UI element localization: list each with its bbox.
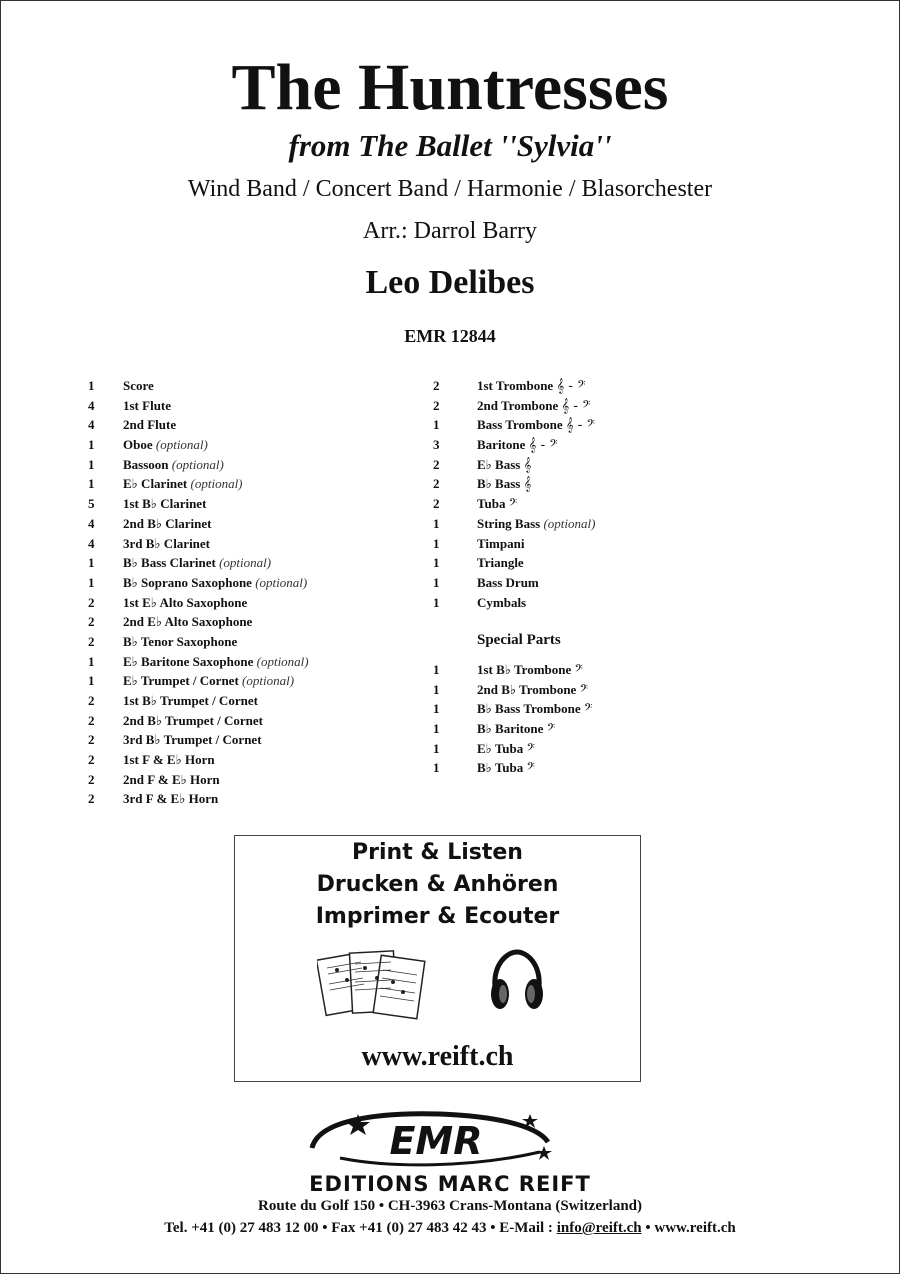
part-row xyxy=(433,376,733,396)
part-row xyxy=(88,474,428,494)
part-name-wrap xyxy=(123,534,210,554)
website-link[interactable]: www.reift.ch xyxy=(361,1041,514,1072)
sheet-music-icon xyxy=(317,944,427,1029)
part-name-wrap xyxy=(123,376,154,396)
catalog-number: EMR 12844 xyxy=(404,326,496,346)
part-quantity: 2 xyxy=(433,456,440,472)
part-quantity: 2 xyxy=(88,752,95,768)
part-quantity: 1 xyxy=(88,456,95,472)
part-quantity: 1 xyxy=(433,740,440,756)
part-quantity: 1 xyxy=(433,515,440,531)
part-row xyxy=(88,593,428,613)
part-row xyxy=(433,415,733,435)
part-name-wrap xyxy=(123,671,294,691)
part-name: 1st B♭ Clarinet xyxy=(123,496,207,512)
part-name-wrap xyxy=(123,612,252,632)
part-quantity: 2 xyxy=(88,614,95,630)
arranger: Arr.: Darrol Barry xyxy=(363,218,537,244)
part-name: Bassoon xyxy=(123,456,169,472)
part-row xyxy=(433,739,733,759)
part-name-wrap xyxy=(123,711,263,731)
part-name-wrap xyxy=(477,758,535,779)
ensemble-line: Wind Band / Concert Band / Harmonie / Blasorchester xyxy=(187,176,713,202)
part-quantity: 1 xyxy=(433,662,440,677)
optional-note: (optional) xyxy=(256,653,309,669)
part-quantity: 1 xyxy=(88,378,95,393)
clef-icon: 𝄞 xyxy=(523,457,532,473)
special-parts-list xyxy=(433,660,733,778)
part-row xyxy=(433,396,733,416)
part-quantity: 2 xyxy=(88,732,95,748)
part-quantity: 1 xyxy=(88,574,95,590)
part-row xyxy=(433,494,733,514)
part-row xyxy=(433,719,733,739)
part-name-wrap xyxy=(477,739,535,760)
part-name-wrap xyxy=(477,719,555,740)
email-link[interactable]: info@reift.ch xyxy=(556,1220,642,1236)
clef-icon: 𝄢 xyxy=(579,682,588,698)
part-name: 2nd Flute xyxy=(123,417,177,433)
part-name: 3rd B♭ Clarinet xyxy=(123,535,211,551)
part-row xyxy=(88,396,428,416)
part-name: B♭ Bass Trombone xyxy=(477,701,581,717)
part-quantity: 2 xyxy=(433,476,440,492)
part-quantity: 1 xyxy=(433,574,440,590)
part-quantity: 2 xyxy=(88,594,95,610)
optional-note: (optional) xyxy=(190,476,243,492)
part-row xyxy=(433,660,733,680)
part-quantity: 2 xyxy=(88,712,95,728)
contact-phone-fax: Tel. +41 (0) 27 483 12 00 • Fax +41 (0) 27 483 42 43 • E-Mail : xyxy=(164,1220,557,1236)
part-quantity: 2 xyxy=(433,397,440,413)
emr-logo xyxy=(300,1108,560,1172)
part-row xyxy=(433,435,733,455)
part-quantity: 1 xyxy=(88,653,95,669)
part-name: Cymbals xyxy=(477,594,527,610)
optional-note: (optional) xyxy=(155,437,208,453)
print-listen-box xyxy=(234,835,641,1082)
part-name: E♭ Tuba xyxy=(477,740,524,756)
part-name-wrap xyxy=(477,593,526,613)
part-name: 1st E♭ Alto Saxophone xyxy=(123,594,248,610)
clef-icon: 𝄞 - 𝄢 xyxy=(528,438,558,454)
part-row xyxy=(88,671,428,691)
part-quantity: 1 xyxy=(433,594,440,610)
part-row xyxy=(433,573,733,593)
part-name: Tuba xyxy=(477,496,506,512)
contact-website: • www.reift.ch xyxy=(641,1220,736,1236)
part-row xyxy=(88,494,428,514)
part-quantity: 4 xyxy=(88,397,95,413)
logo-letters: EMR xyxy=(389,1119,483,1163)
part-name: 1st B♭ Trombone xyxy=(477,662,572,677)
part-name-wrap xyxy=(123,691,258,711)
part-name: Triangle xyxy=(477,555,524,571)
part-quantity: 1 xyxy=(433,681,440,697)
part-quantity: 1 xyxy=(433,535,440,551)
part-name-wrap xyxy=(477,660,583,681)
part-name: E♭ Baritone Saxophone xyxy=(123,653,254,669)
part-name-wrap xyxy=(123,750,215,770)
part-name: B♭ Bass xyxy=(477,476,521,492)
part-row xyxy=(88,691,428,711)
part-row xyxy=(88,455,428,475)
part-name-wrap xyxy=(477,699,592,720)
part-quantity: 2 xyxy=(88,771,95,787)
part-name: Oboe xyxy=(123,437,153,453)
part-row xyxy=(433,534,733,554)
part-name-wrap xyxy=(477,435,558,456)
part-row xyxy=(88,789,428,809)
parts-list-right xyxy=(433,376,733,612)
part-quantity: 1 xyxy=(88,476,95,492)
part-quantity: 2 xyxy=(433,496,440,512)
clef-icon: 𝄢 xyxy=(583,702,593,718)
part-row xyxy=(88,514,428,534)
part-name-wrap xyxy=(123,474,243,494)
part-quantity: 4 xyxy=(88,417,95,433)
part-name-wrap xyxy=(477,514,595,534)
part-name-wrap xyxy=(123,632,237,652)
part-quantity: 1 xyxy=(88,673,95,689)
part-quantity: 1 xyxy=(433,721,440,737)
clef-icon: 𝄞 xyxy=(523,477,532,493)
part-name-wrap xyxy=(477,680,588,701)
part-name: 2nd B♭ Trumpet / Cornet xyxy=(123,712,263,728)
part-row xyxy=(88,415,428,435)
part-name: Bass Drum xyxy=(477,574,539,590)
part-quantity: 2 xyxy=(88,791,95,807)
part-quantity: 1 xyxy=(433,701,440,717)
part-name-wrap xyxy=(123,553,271,573)
part-name: 1st Flute xyxy=(123,397,172,413)
part-row xyxy=(88,652,428,672)
clef-icon: 𝄞 - 𝄢 xyxy=(556,379,586,394)
optional-note: (optional) xyxy=(543,515,596,531)
part-row xyxy=(433,514,733,534)
part-row xyxy=(88,770,428,790)
part-name-wrap xyxy=(477,415,595,436)
part-quantity: 1 xyxy=(433,760,440,776)
part-quantity: 1 xyxy=(88,555,95,571)
optional-note: (optional) xyxy=(219,555,272,571)
part-name: B♭ Baritone xyxy=(477,721,544,737)
optional-note: (optional) xyxy=(171,456,224,472)
part-row xyxy=(88,534,428,554)
part-name: B♭ Tuba xyxy=(477,760,524,776)
special-parts-heading: Special Parts xyxy=(477,632,561,648)
part-quantity: 2 xyxy=(433,378,440,393)
part-row xyxy=(88,750,428,770)
part-name-wrap xyxy=(123,494,206,514)
part-name-wrap xyxy=(477,494,517,515)
clef-icon: 𝄢 xyxy=(574,663,583,678)
part-name: Score xyxy=(123,378,154,393)
part-name-wrap xyxy=(123,435,208,455)
part-row xyxy=(433,455,733,475)
part-name: 1st Trombone xyxy=(477,378,554,393)
part-quantity: 1 xyxy=(433,417,440,433)
part-quantity: 1 xyxy=(433,555,440,571)
part-name: Bass Trombone xyxy=(477,417,563,433)
promo-line-english: Print & Listen xyxy=(352,840,523,865)
part-name: E♭ Trumpet / Cornet xyxy=(123,673,239,689)
parts-list-left xyxy=(88,376,428,809)
part-row xyxy=(433,680,733,700)
part-name: B♭ Soprano Saxophone xyxy=(123,574,252,590)
part-quantity: 4 xyxy=(88,535,95,551)
part-name: 2nd B♭ Clarinet xyxy=(123,515,212,531)
clef-icon: 𝄢 xyxy=(546,722,556,738)
part-name-wrap xyxy=(123,770,220,790)
part-name: 2nd Trombone xyxy=(477,397,559,413)
part-name-wrap xyxy=(123,593,247,613)
part-name: E♭ Bass xyxy=(477,456,521,472)
part-row xyxy=(433,758,733,778)
part-name-wrap xyxy=(123,573,307,593)
part-name: 1st F & E♭ Horn xyxy=(123,752,215,768)
headphones-icon xyxy=(487,948,547,1014)
promo-line-german: Drucken & Anhören xyxy=(316,872,559,897)
part-name: Timpani xyxy=(477,535,525,551)
part-quantity: 3 xyxy=(433,437,440,453)
part-name-wrap xyxy=(123,396,171,416)
part-row xyxy=(433,699,733,719)
composer: Leo Delibes xyxy=(365,264,535,301)
part-name-wrap xyxy=(123,455,224,475)
part-name: Baritone xyxy=(477,437,526,453)
part-row xyxy=(433,593,733,613)
part-name-wrap xyxy=(477,573,539,593)
part-row xyxy=(88,612,428,632)
part-row xyxy=(88,632,428,652)
publisher-name: EDITIONS MARC REIFT xyxy=(309,1172,591,1196)
part-name: 1st B♭ Trumpet / Cornet xyxy=(123,693,258,708)
part-row xyxy=(88,435,428,455)
part-name: 2nd F & E♭ Horn xyxy=(123,771,220,787)
part-name-wrap xyxy=(123,514,211,534)
part-row xyxy=(88,376,428,396)
part-name-wrap xyxy=(123,730,262,750)
part-quantity: 1 xyxy=(88,437,95,453)
clef-icon: 𝄢 xyxy=(526,761,535,777)
part-row xyxy=(88,573,428,593)
part-quantity: 2 xyxy=(88,693,95,708)
part-row xyxy=(433,553,733,573)
promo-line-french: Imprimer & Ecouter xyxy=(315,904,560,929)
clef-icon: 𝄢 xyxy=(526,741,535,757)
part-name: 3rd B♭ Trumpet / Cornet xyxy=(123,732,262,748)
part-row xyxy=(88,730,428,750)
part-name-wrap xyxy=(477,376,585,397)
part-name: B♭ Tenor Saxophone xyxy=(123,633,238,649)
part-name-wrap xyxy=(123,652,309,672)
publisher-address: Route du Golf 150 • CH-3963 Crans-Montana (Switzerland) xyxy=(258,1198,642,1214)
part-row xyxy=(88,711,428,731)
optional-note: (optional) xyxy=(255,574,308,590)
piece-subtitle: from The Ballet ''Sylvia'' xyxy=(288,128,612,163)
part-name: B♭ Bass Clarinet xyxy=(123,555,216,571)
part-name-wrap xyxy=(477,474,531,495)
piece-title: The Huntresses xyxy=(231,51,669,124)
part-name: 2nd E♭ Alto Saxophone xyxy=(123,614,253,630)
part-name: 3rd F & E♭ Horn xyxy=(123,791,219,807)
part-name-wrap xyxy=(477,553,524,573)
clef-icon: 𝄞 - 𝄢 xyxy=(561,398,591,414)
part-quantity: 2 xyxy=(88,633,95,649)
part-row xyxy=(433,474,733,494)
part-name-wrap xyxy=(477,396,591,417)
clef-icon: 𝄞 - 𝄢 xyxy=(565,418,595,434)
part-name-wrap xyxy=(123,789,218,809)
publisher-contact xyxy=(0,1220,900,1237)
part-name: String Bass xyxy=(477,515,541,531)
optional-note: (optional) xyxy=(242,673,295,689)
part-name: 2nd B♭ Trombone xyxy=(477,681,577,697)
part-name: E♭ Clarinet xyxy=(123,476,188,492)
part-quantity: 5 xyxy=(88,496,95,512)
part-row xyxy=(88,553,428,573)
part-name-wrap xyxy=(123,415,176,435)
part-name-wrap xyxy=(477,534,524,554)
clef-icon: 𝄢 xyxy=(508,497,518,513)
part-quantity: 4 xyxy=(88,515,95,531)
part-name-wrap xyxy=(477,455,531,476)
